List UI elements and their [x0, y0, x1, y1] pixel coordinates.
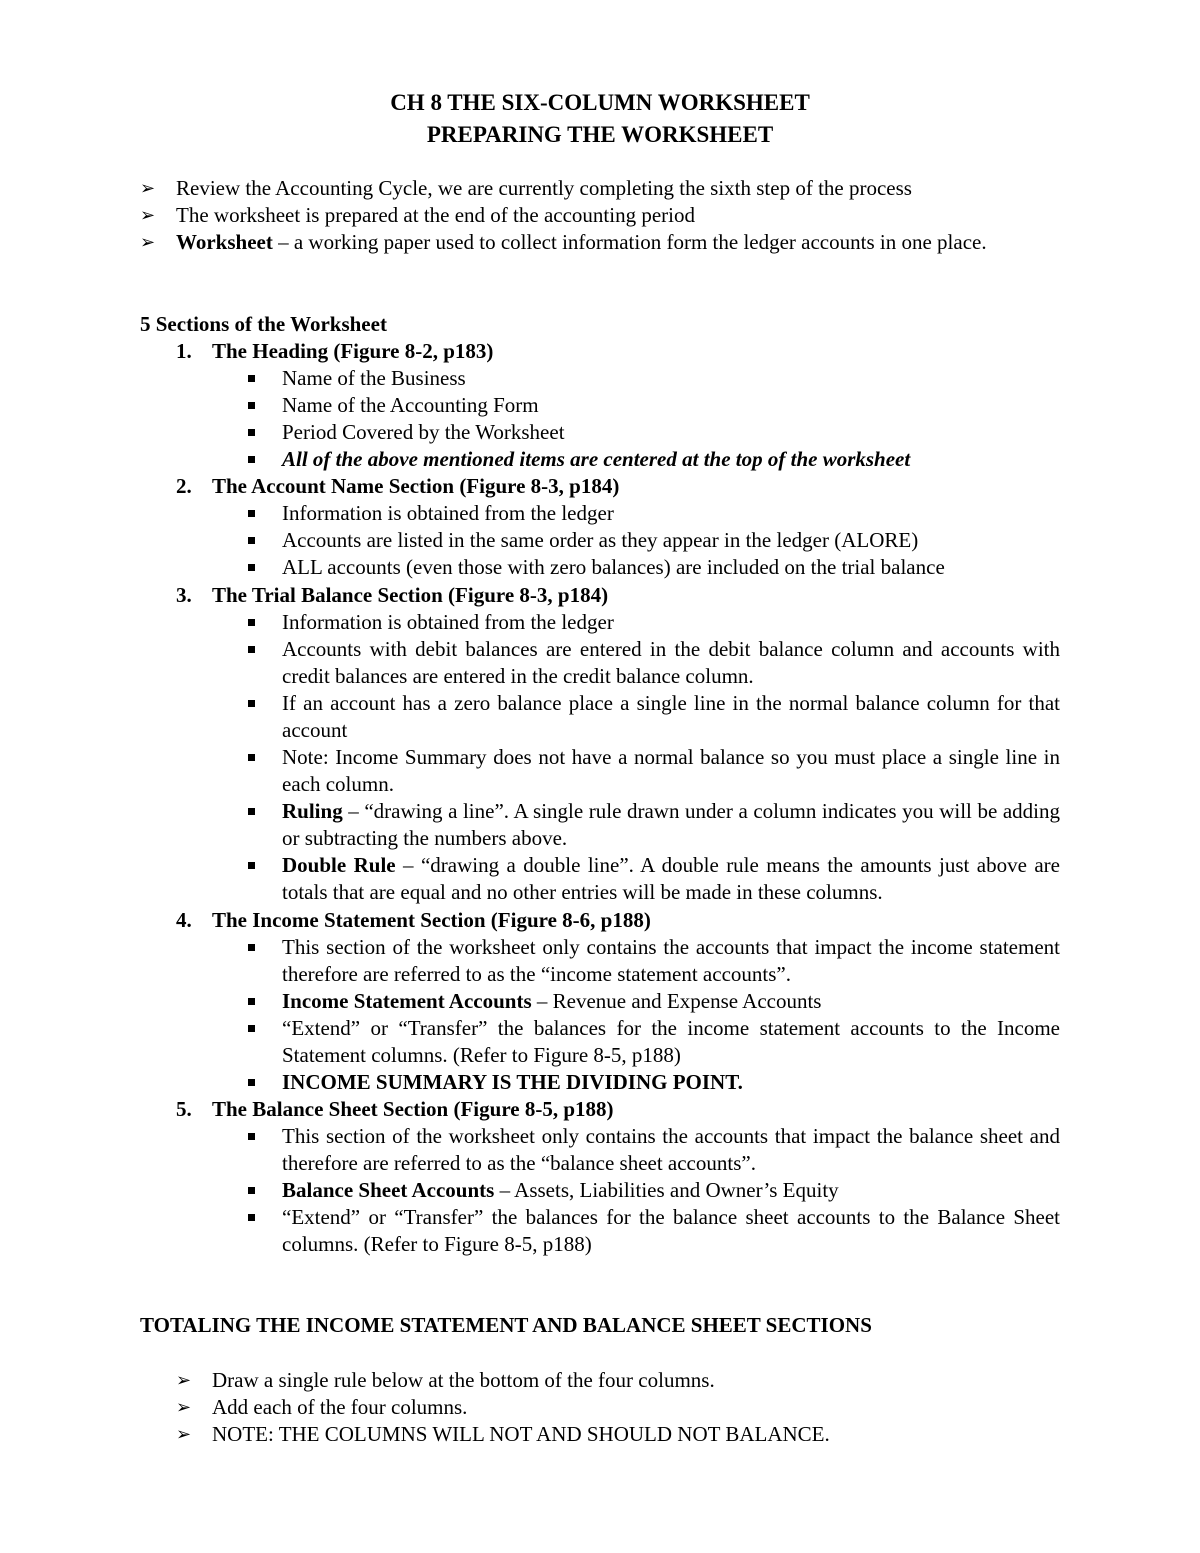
totaling-list — [176, 1367, 956, 1448]
term-worksheet: Worksheet — [176, 230, 273, 254]
bullet-term: Double Rule — [282, 853, 396, 877]
bullet-text: “Extend” or “Transfer” the balances for the income statement accounts to the Income Statement columns. (Refer to Figure 8-5, p188) — [282, 1016, 1060, 1067]
bullet-item — [176, 636, 1060, 690]
arrow-bullet-icon: ➢ — [140, 178, 156, 199]
bullet-item — [176, 554, 1060, 581]
bullet-text: Accounts with debit balances are entered in the debit balance column and accounts with credit balances are entered in the credit balance column. — [282, 637, 1060, 688]
intro-text: – a working paper used to collect information form the ledger accounts in one place. — [272, 230, 987, 254]
bullet-text: Information is obtained from the ledger — [282, 610, 614, 634]
section-bullet-list — [176, 1123, 1060, 1258]
square-bullet-icon — [248, 1214, 255, 1221]
intro-item — [140, 202, 1060, 229]
square-bullet-icon — [248, 1079, 255, 1086]
bullet-item — [176, 1177, 1060, 1204]
bullet-text: ALL accounts (even those with zero balances) are included on the trial balance — [282, 555, 945, 579]
bullet-text: Accounts are listed in the same order as they appear in the ledger (ALORE) — [282, 528, 919, 552]
intro-item — [140, 229, 1060, 256]
section-number: 5. — [176, 1097, 192, 1121]
bullet-item — [176, 446, 1060, 473]
bullet-text: Period Covered by the Worksheet — [282, 420, 565, 444]
bullet-text: Note: Income Summary does not have a normal balance so you must place a single line in each column. — [282, 745, 1060, 796]
bullet-term: Ruling — [282, 799, 343, 823]
totaling-heading: TOTALING THE INCOME STATEMENT AND BALANCE SHEET SECTIONS — [140, 1313, 872, 1337]
bullet-item — [176, 419, 1060, 446]
arrow-bullet-icon: ➢ — [140, 205, 156, 226]
arrow-bullet-icon: ➢ — [176, 1397, 192, 1418]
bullet-item — [176, 392, 1060, 419]
intro-text: Review the Accounting Cycle, we are currently completing the sixth step of the process — [176, 176, 912, 200]
page-subtitle: PREPARING THE WORKSHEET — [426, 122, 774, 147]
square-bullet-icon — [248, 646, 255, 653]
arrow-bullet-icon: ➢ — [176, 1424, 192, 1445]
sections-heading: 5 Sections of the Worksheet — [140, 312, 387, 336]
bullet-text: Information is obtained from the ledger — [282, 501, 614, 525]
bullet-term: INCOME SUMMARY IS THE DIVIDING POINT. — [282, 1070, 743, 1094]
bullet-text: This section of the worksheet only contains the accounts that impact the balance sheet and therefore are referred to as the “balance sheet accounts”. — [282, 1124, 1060, 1175]
bullet-text: – Revenue and Expense Accounts — [531, 989, 822, 1013]
square-bullet-icon — [248, 998, 255, 1005]
bullet-term: Balance Sheet Accounts — [282, 1178, 495, 1202]
arrow-bullet-icon: ➢ — [140, 232, 156, 253]
section-title: The Balance Sheet Section (Figure 8-5, p188) — [212, 1097, 614, 1121]
square-bullet-icon — [248, 1187, 255, 1194]
section-title: The Account Name Section (Figure 8-3, p184) — [212, 474, 620, 498]
arrow-bullet-icon: ➢ — [176, 1370, 192, 1391]
square-bullet-icon — [248, 619, 255, 626]
emphasis-text: All of the above mentioned items are centered at the top of the worksheet — [282, 447, 911, 471]
square-bullet-icon — [248, 808, 255, 815]
square-bullet-icon — [248, 402, 255, 409]
totaling-item — [176, 1367, 956, 1394]
totaling-item — [176, 1421, 956, 1448]
square-bullet-icon — [248, 456, 255, 463]
totaling-text: NOTE: THE COLUMNS WILL NOT AND SHOULD NOT BALANCE. — [212, 1422, 830, 1446]
section-number: 2. — [176, 474, 192, 498]
bullet-text: Name of the Business — [282, 366, 466, 390]
totaling-item — [176, 1394, 956, 1421]
square-bullet-icon — [248, 1133, 255, 1140]
square-bullet-icon — [248, 700, 255, 707]
bullet-item — [176, 852, 1060, 906]
section-bullet-list — [176, 365, 1060, 473]
section-bullet-list — [176, 500, 1060, 581]
square-bullet-icon — [248, 564, 255, 571]
bullet-item — [176, 690, 1060, 744]
square-bullet-icon — [248, 537, 255, 544]
bullet-item — [176, 1069, 1060, 1096]
bullet-item — [176, 527, 1060, 554]
bullet-item — [176, 365, 1060, 392]
totaling-text: Add each of the four columns. — [212, 1395, 468, 1419]
square-bullet-icon — [248, 429, 255, 436]
bullet-text: – “drawing a double line”. A double rule means the amounts just above are totals that are equal and no other entries will be made in these columns. — [282, 853, 1060, 904]
bullet-text: Name of the Accounting Form — [282, 393, 539, 417]
section-title: The Trial Balance Section (Figure 8-3, p184) — [212, 583, 609, 607]
bullet-term: Income Statement Accounts — [282, 989, 532, 1013]
intro-text: The worksheet is prepared at the end of the accounting period — [176, 203, 695, 227]
totaling-text: Draw a single rule below at the bottom of the four columns. — [212, 1368, 715, 1392]
square-bullet-icon — [248, 754, 255, 761]
square-bullet-icon — [248, 375, 255, 382]
square-bullet-icon — [248, 510, 255, 517]
section-bullet-list — [176, 934, 1060, 1096]
square-bullet-icon — [248, 944, 255, 951]
bullet-text: “Extend” or “Transfer” the balances for the balance sheet accounts to the Balance Sheet columns. (Refer to Figure 8-5, p188) — [282, 1205, 1060, 1256]
bullet-item — [176, 744, 1060, 798]
intro-item — [140, 175, 1060, 202]
bullet-item — [176, 934, 1060, 988]
section-bullet-list — [176, 609, 1060, 906]
square-bullet-icon — [248, 862, 255, 869]
section-number: 3. — [176, 583, 192, 607]
bullet-text: – Assets, Liabilities and Owner’s Equity — [494, 1178, 839, 1202]
bullet-item — [176, 609, 1060, 636]
bullet-text: This section of the worksheet only contains the accounts that impact the income statement therefore are referred to as the “income statement accounts”. — [282, 935, 1060, 986]
bullet-item — [176, 1015, 1060, 1069]
square-bullet-icon — [248, 1025, 255, 1032]
section-number: 1. — [176, 339, 192, 363]
bullet-item — [176, 798, 1060, 852]
section-title: The Income Statement Section (Figure 8-6, p188) — [212, 908, 651, 932]
bullet-item — [176, 1123, 1060, 1177]
bullet-item — [176, 988, 1060, 1015]
intro-list — [140, 175, 1060, 256]
section-title: The Heading (Figure 8-2, p183) — [212, 339, 494, 363]
bullet-item — [176, 1204, 1060, 1258]
section-number: 4. — [176, 908, 192, 932]
page-title: CH 8 THE SIX-COLUMN WORKSHEET — [390, 90, 810, 115]
bullet-text: – “drawing a line”. A single rule drawn under a column indicates you will be adding or subtracting the numbers above. — [282, 799, 1060, 850]
bullet-text: If an account has a zero balance place a single line in the normal balance column for that account — [282, 691, 1060, 742]
bullet-item — [176, 500, 1060, 527]
